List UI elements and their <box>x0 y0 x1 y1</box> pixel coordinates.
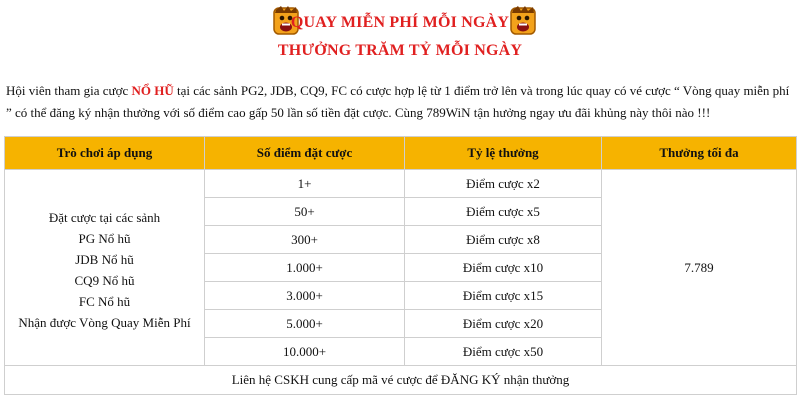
intro-text-rest: tại các sảnh PG2, JDB, CQ9, FC có cược hợp lệ từ 1 điểm trở lên và trong lúc quay có vé cược “ Vòng quay miễn phí ” có thể đăng ký nhận thưởng với số điểm cao gấp 50 lần số tiền đặt cược. Cùng 789WiN tận hưởng ngay ưu đãi khủng này thôi nào !!! <box>6 83 790 120</box>
games-line: PG Nổ hũ <box>78 230 131 246</box>
reward-rate-cell: Điểm cược x50 <box>405 338 602 366</box>
bet-points-cell: 1.000+ <box>205 254 405 282</box>
promo-subtitle: THƯỞNG TRĂM TỶ MỖI NGÀY <box>277 42 523 59</box>
games-line: FC Nổ hũ <box>78 293 131 309</box>
table-row <box>5 170 797 198</box>
column-header-reward-rate: Tỷ lệ thưởng <box>405 137 602 170</box>
applicable-games-cell <box>5 170 205 366</box>
bet-points-cell: 5.000+ <box>205 310 405 338</box>
games-line: Đặt cược tại các sảnh <box>48 209 161 225</box>
games-line: JDB Nổ hũ <box>75 251 134 267</box>
max-reward-cell: 7.789 <box>602 170 797 366</box>
reward-rate-cell: Điểm cược x5 <box>405 198 602 226</box>
reward-rate-cell: Điểm cược x15 <box>405 282 602 310</box>
intro-text-start: Hội viên tham gia cược <box>6 83 132 98</box>
table-footer-row <box>5 366 797 395</box>
bet-points-cell: 50+ <box>205 198 405 226</box>
bet-points-cell: 1+ <box>205 170 405 198</box>
contact-note: Liên hệ CSKH cung cấp mã vé cược để ĐĂNG KÝ nhận thưởng <box>5 366 797 395</box>
table-header-row <box>5 137 797 170</box>
reward-table <box>4 136 797 395</box>
column-header-bet-points: Số điểm đặt cược <box>205 137 405 170</box>
reward-rate-cell: Điểm cược x2 <box>405 170 602 198</box>
column-header-max-reward: Thưởng tối đa <box>602 137 797 170</box>
intro-paragraph <box>6 80 796 124</box>
bet-points-cell: 10.000+ <box>205 338 405 366</box>
games-line: Nhận được Vòng Quay Miễn Phí <box>18 314 191 330</box>
promo-title: QUAY MIỄN PHÍ MỖI NGÀY <box>290 14 510 31</box>
intro-highlight: NỔ HŨ <box>131 83 174 98</box>
reward-rate-cell: Điểm cược x10 <box>405 254 602 282</box>
games-line: CQ9 Nổ hũ <box>74 272 135 288</box>
bet-points-cell: 300+ <box>205 226 405 254</box>
reward-rate-cell: Điểm cược x8 <box>405 226 602 254</box>
column-header-games: Trò chơi áp dụng <box>5 137 205 170</box>
bet-points-cell: 3.000+ <box>205 282 405 310</box>
reward-rate-cell: Điểm cược x20 <box>405 310 602 338</box>
